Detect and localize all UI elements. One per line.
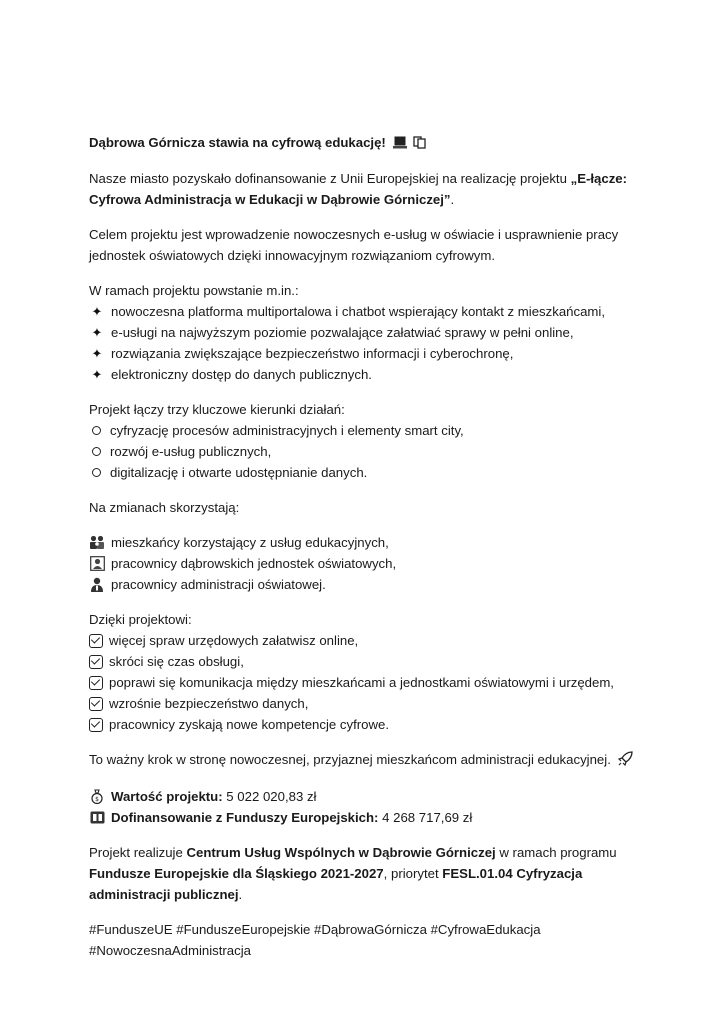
checkbox-icon (89, 676, 103, 690)
laptop-icon (393, 134, 407, 155)
sparkles-icon: ✦ (91, 325, 103, 340)
list-item: digitalizację i otwarte udostępnianie danych. (89, 462, 649, 483)
list-item: rozwój e-usług publicznych, (89, 441, 649, 462)
checkbox-icon (89, 655, 103, 669)
deliverables-section (89, 280, 649, 385)
teacher-icon (89, 556, 105, 572)
project-name: „E-łącze: Cyfrowa Administracja w Edukacji w Dąbrowie Górniczej” (89, 171, 628, 207)
family-icon (89, 535, 105, 551)
benefits-section (89, 609, 649, 735)
checkbox-icon (89, 718, 103, 732)
beneficiaries-heading: Na zmianach skorzystają: (89, 500, 240, 515)
page-title: Dąbrowa Górnicza stawia na cyfrową edukację! (89, 132, 649, 155)
list-item: ✦ e-usługi na najwyższym poziomie pozwalające załatwiać sprawy w pełni online, (89, 322, 649, 343)
circle-bullet-icon (92, 447, 101, 456)
sparkles-icon: ✦ (91, 304, 103, 319)
checkbox-icon (89, 634, 103, 648)
books-icon (413, 134, 427, 155)
checkbox-icon (89, 697, 103, 711)
list-item: więcej spraw urzędowych załatwisz online, (89, 630, 649, 651)
hashtags-line: #NowoczesnaAdministracja (89, 943, 251, 958)
implementer-paragraph: Projekt realizuje Centrum Usług Wspólnych w Dąbrowie Górniczej w ramach programu Fundusze Europejskie dla Śląskiego 2021-2027, priorytet FESL.01.04 Cyfryzacja administracji publicznej. (89, 845, 617, 902)
document-page (89, 132, 649, 975)
circle-bullet-icon (92, 468, 101, 477)
circle-bullet-icon (92, 426, 101, 435)
project-value: $ Wartość projektu: 5 022 020,83 zł (89, 786, 649, 807)
sparkles-icon: ✦ (91, 367, 103, 382)
list-item: ✦ rozwiązania zwiększające bezpieczeństwo informacji i cyberochronę, (89, 343, 649, 364)
benefits-heading: Dzięki projektowi: (89, 612, 192, 627)
list-item: ✦ nowoczesna platforma multiportalowa i chatbot wspierający kontakt z mieszkańcami, (89, 301, 649, 322)
hashtags (89, 919, 649, 961)
list-item: pracownicy zyskają nowe kompetencje cyfrowe. (89, 714, 649, 735)
directions-heading: Projekt łączy trzy kluczowe kierunki działań: (89, 402, 345, 417)
list-item: pracownicy dąbrowskich jednostek oświatowych, (89, 553, 649, 574)
list-item: cyfryzację procesów administracyjnych i elementy smart city, (89, 420, 649, 441)
list-item: skróci się czas obsługi, (89, 651, 649, 672)
intro-paragraph: Nasze miasto pozyskało dofinansowanie z Unii Europejskiej na realizację projektu „E-łącze: Cyfrowa Administracja w Edukacji w Dąbrowie Górniczej”. (89, 171, 628, 207)
rocket-icon (618, 751, 633, 772)
closing-paragraph: To ważny krok w stronę nowoczesnej, przyjaznej mieszkańcom administracji edukacyjnej. (89, 749, 649, 772)
sparkles-icon: ✦ (91, 346, 103, 361)
list-item: pracownicy administracji oświatowej. (89, 574, 649, 595)
office-worker-icon (89, 577, 105, 593)
beneficiaries-section (89, 532, 649, 595)
money-bag-icon (89, 789, 105, 805)
list-item: wzrośnie bezpieczeństwo danych, (89, 693, 649, 714)
directions-section (89, 399, 649, 483)
list-item: poprawi się komunikacja między mieszkańcami a jednostkami oświatowymi i urzędem, (89, 672, 649, 693)
finance-section (89, 786, 649, 828)
deliverables-heading: W ramach projektu powstanie m.in.: (89, 283, 299, 298)
list-item: ✦ elektroniczny dostęp do danych publicznych. (89, 364, 649, 385)
svg-text:$: $ (95, 796, 99, 803)
list-item: mieszkańcy korzystający z usług edukacyjnych, (89, 532, 649, 553)
eu-flag-icon (89, 810, 105, 826)
hashtags-line: #FunduszeUE #FunduszeEuropejskie #DąbrowaGórnicza #CyfrowaEdukacja (89, 922, 541, 937)
funding-value: Dofinansowanie z Funduszy Europejskich: 4 268 717,69 zł (89, 807, 649, 828)
goal-paragraph: Celem projektu jest wprowadzenie nowoczesnych e-usług w oświacie i usprawnienie pracy jednostek oświatowych dzięki innowacyjnym rozwiązaniom cyfrowym. (89, 227, 619, 263)
